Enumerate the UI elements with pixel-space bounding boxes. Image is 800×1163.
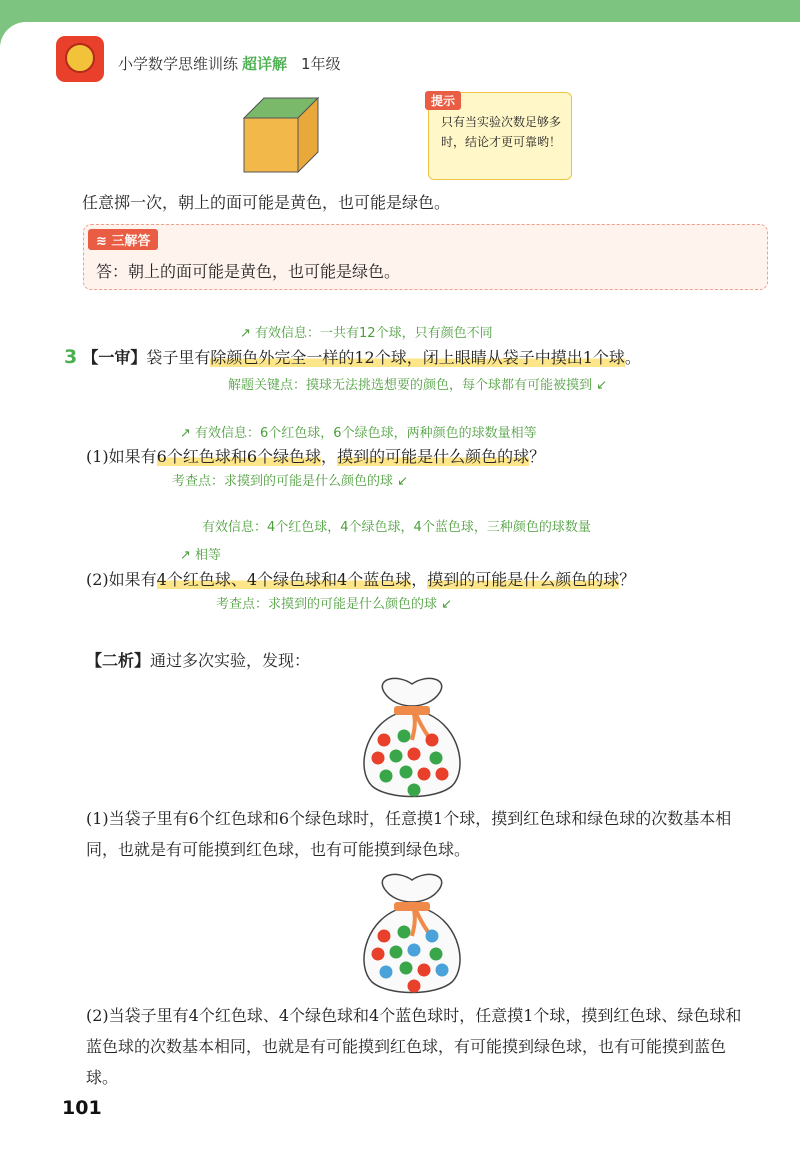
sub1-line: (1)如果有6个红色球和6个绿色球，摸到的可能是什么颜色的球？ [86,447,546,466]
header-highlight: 超详解 [242,55,288,73]
answer-text: 答：朝上的面可能是黄色，也可能是绿色。 [96,262,401,281]
sub2-line: (2)如果有4个红色球、4个绿色球和4个蓝色球，摸到的可能是什么颜色的球？ [86,570,636,589]
sub2-annotation-top: 有效信息：4个红色球，4个绿色球，4个蓝色球，三种颜色的球数量 [202,520,591,535]
analysis-label: 【二析】 [86,651,151,670]
cube-illustration [238,96,322,174]
bag-red-green-blue-illustration [356,866,468,996]
sub1-annotation-top: ↗ 有效信息：6个红色球，6个绿色球，两种颜色的球数量相等 [180,426,537,441]
sub2-annotation-bottom: 考查点：求摸到的可能是什么颜色的球 ↙ [216,597,453,612]
bag-red-green-illustration [356,670,468,800]
intro-line: 任意掷一次，朝上的面可能是黄色，也可能是绿色。 [82,193,451,212]
analysis-line: 【二析】通过多次实验，发现： [86,651,311,670]
q3-annotation-bottom: 解题关键点：摸球无法挑选想要的颜色，每个球都有可能被摸到 ↙ [228,378,608,393]
q3-line: 3 【一审】袋子里有除颜色外完全一样的12个球，闭上眼睛从袋子中摸出1个球。 [64,346,641,368]
hint-box [428,92,572,180]
header-title: 小学数学思维训练 [118,55,239,73]
header [118,53,341,74]
page-number: 101 [62,1097,102,1119]
q3-label: 【一审】 [82,348,147,367]
sub2-annotation-top2: ↗ 相等 [180,548,222,563]
q3-annotation-top: ↗ 有效信息：一共有12个球，只有颜色不同 [240,326,493,341]
q3-highlight: 除颜色外完全一样的12个球，闭上眼睛从袋子中摸出1个球 [210,348,625,367]
answer-tag: ≋ 三解答 [88,229,158,250]
sub1-annotation-bottom: 考查点：求摸到的可能是什么颜色的球 ↙ [172,474,409,489]
hint-tag: 提示 [425,91,461,110]
header-grade: 1年级 [301,55,341,73]
result-2: (2)当袋子里有4个红色球、4个绿色球和4个蓝色球时，任意摸1个球，摸到红色球、绿色球和蓝色球的次数基本相同，也就是有可能摸到红色球，有可能摸到绿色球，也有可能摸到蓝色球。 [86,1006,742,1087]
result-1: (1)当袋子里有6个红色球和6个绿色球时，任意摸1个球，摸到红色球和绿色球的次数基本相同，也就是有可能摸到红色球，也有可能摸到绿色球。 [86,809,732,859]
answer-box [83,224,768,290]
hint-text: 只有当实验次数足够多时，结论才更可靠哟！ [441,115,562,149]
q3-number: 3 [64,346,78,368]
book-logo-icon [56,36,104,82]
